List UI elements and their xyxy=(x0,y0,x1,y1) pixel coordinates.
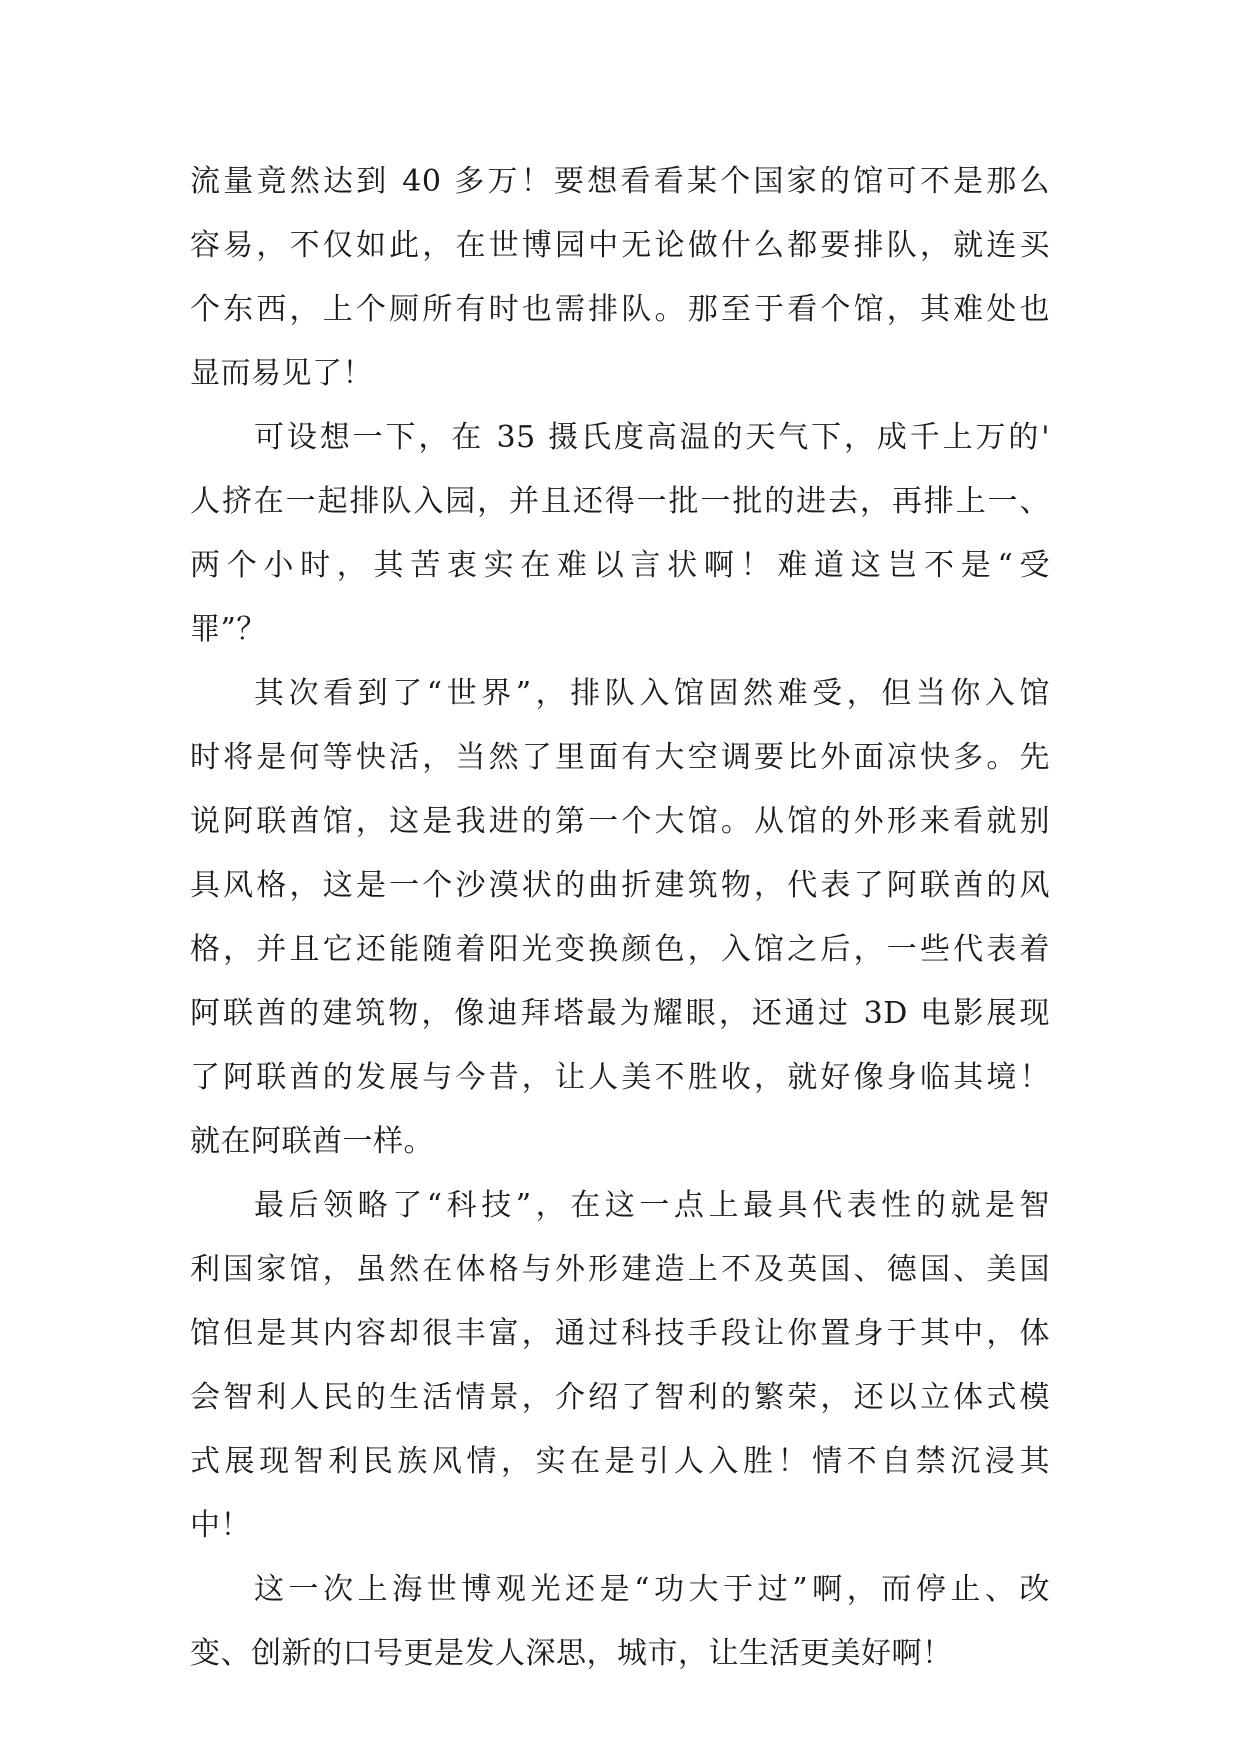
text-line-10: 时将是何等快活，当然了里面有大空调要比外面凉快多。先 xyxy=(190,740,1050,775)
text-line-14: 阿联酋的建筑物，像迪拜塔最为耀眼，还通过 3D 电影展现 xyxy=(190,996,1050,1031)
text-line-12: 具风格，这是一个沙漠状的曲折建筑物，代表了阿联酋的风 xyxy=(190,868,1050,903)
text-line-2: 容易，不仅如此，在世博园中无论做什么都要排队，就连买 xyxy=(190,228,1050,263)
text-line-13: 格，并且它还能随着阳光变换颜色，入馆之后，一些代表着 xyxy=(190,932,1050,967)
text-line-9: 其次看到了“世界”，排队入馆固然难受，但当你入馆 xyxy=(254,676,1050,711)
text-line-23: 这一次上海世博观光还是“功大于过”啊，而停止、改 xyxy=(254,1572,1050,1607)
text-line-21: 式展现智利民族风情，实在是引人入胜！情不自禁沉浸其 xyxy=(190,1444,1050,1479)
text-line-8: 罪”？ xyxy=(190,612,267,647)
text-line-15: 了阿联酋的发展与今昔，让人美不胜收，就好像身临其境！ xyxy=(190,1060,1050,1095)
text-line-3: 个东西，上个厕所有时也需排队。那至于看个馆，其难处也 xyxy=(190,292,1050,327)
text-line-6: 人挤在一起排队入园，并且还得一批一批的进去，再排上一、 xyxy=(190,484,1050,519)
text-line-17: 最后领略了“科技”，在这一点上最具代表性的就是智 xyxy=(254,1188,1050,1223)
document-body xyxy=(190,150,1050,1686)
text-line-22: 中！ xyxy=(190,1508,251,1543)
text-line-24: 变、创新的口号更是发人深思，城市，让生活更美好啊！ xyxy=(190,1636,953,1671)
text-line-7: 两个小时，其苦衷实在难以言状啊！难道这岂不是“受 xyxy=(190,548,1050,583)
text-line-4: 显而易见了！ xyxy=(190,356,373,391)
text-line-1: 流量竟然达到 40 多万！要想看看某个国家的馆可不是那么 xyxy=(190,164,1050,199)
text-line-20: 会智利人民的生活情景，介绍了智利的繁荣，还以立体式模 xyxy=(190,1380,1050,1415)
text-line-5: 可设想一下，在 35 摄氏度高温的天气下，成千上万的' xyxy=(254,420,1050,455)
text-line-18: 利国家馆，虽然在体格与外形建造上不及英国、德国、美国 xyxy=(190,1252,1050,1287)
text-line-16: 就在阿联酋一样。 xyxy=(190,1124,434,1159)
text-line-11: 说阿联酋馆，这是我进的第一个大馆。从馆的外形来看就别 xyxy=(190,804,1050,839)
text-line-19: 馆但是其内容却很丰富，通过科技手段让你置身于其中，体 xyxy=(190,1316,1050,1351)
